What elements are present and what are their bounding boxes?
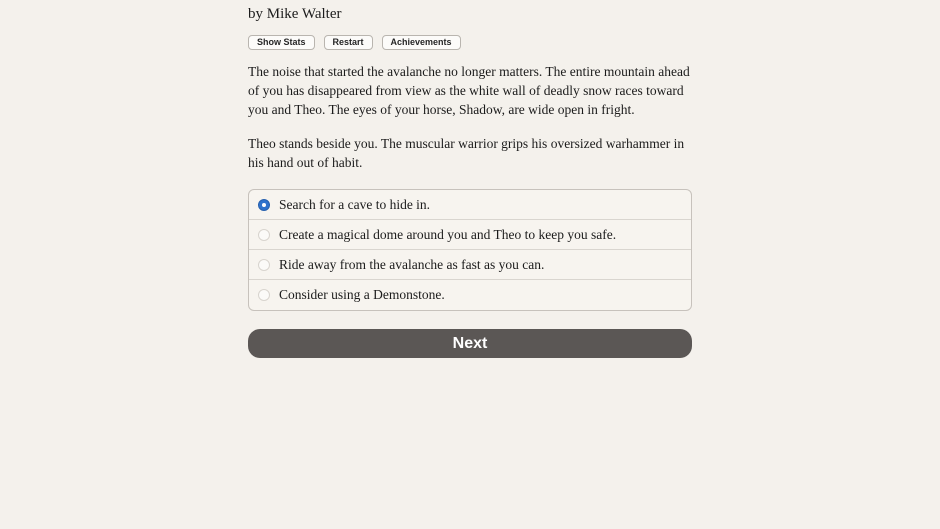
choice-option-label: Consider using a Demonstone. — [279, 287, 445, 302]
story-paragraph: The noise that started the avalanche no longer matters. The entire mountain ahead of you has disappeared from view as the white wall of deadly snow races toward you and Theo. The eyes of your horse, Shadow, are wide open in fright. — [248, 64, 690, 117]
author-line: by Mike Walter — [248, 6, 342, 22]
game-content — [248, 0, 692, 358]
choice-option-label: Create a magical dome around you and Theo to keep you safe. — [279, 226, 617, 242]
show-stats-button[interactable]: Show Stats — [248, 35, 315, 50]
choice-option[interactable] — [249, 250, 691, 280]
choice-option-label: Ride away from the avalanche as fast as you can. — [279, 256, 545, 272]
toolbar — [248, 35, 692, 50]
radio-button[interactable] — [258, 229, 270, 241]
choice-option[interactable] — [249, 280, 691, 310]
story-paragraph: Theo stands beside you. The muscular warrior grips his oversized warhammer in his hand out of habit. — [248, 136, 685, 170]
choice-option[interactable] — [249, 220, 691, 250]
radio-button[interactable] — [258, 259, 270, 271]
achievements-button[interactable]: Achievements — [382, 35, 461, 50]
choice-option[interactable] — [249, 190, 691, 220]
radio-button[interactable] — [258, 199, 270, 211]
story-text — [248, 62, 692, 172]
choice-option-label: Search for a cave to hide in. — [279, 196, 431, 212]
choice-list — [248, 189, 692, 311]
restart-button[interactable]: Restart — [324, 35, 373, 50]
radio-button[interactable] — [258, 289, 270, 301]
next-button[interactable]: Next — [248, 329, 692, 358]
